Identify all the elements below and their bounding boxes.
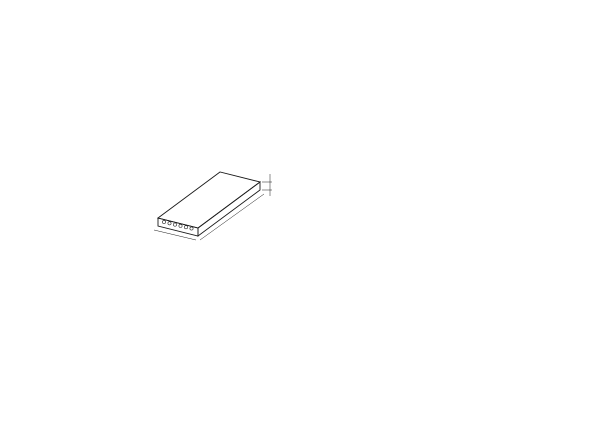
panel-sketch xyxy=(140,160,285,270)
